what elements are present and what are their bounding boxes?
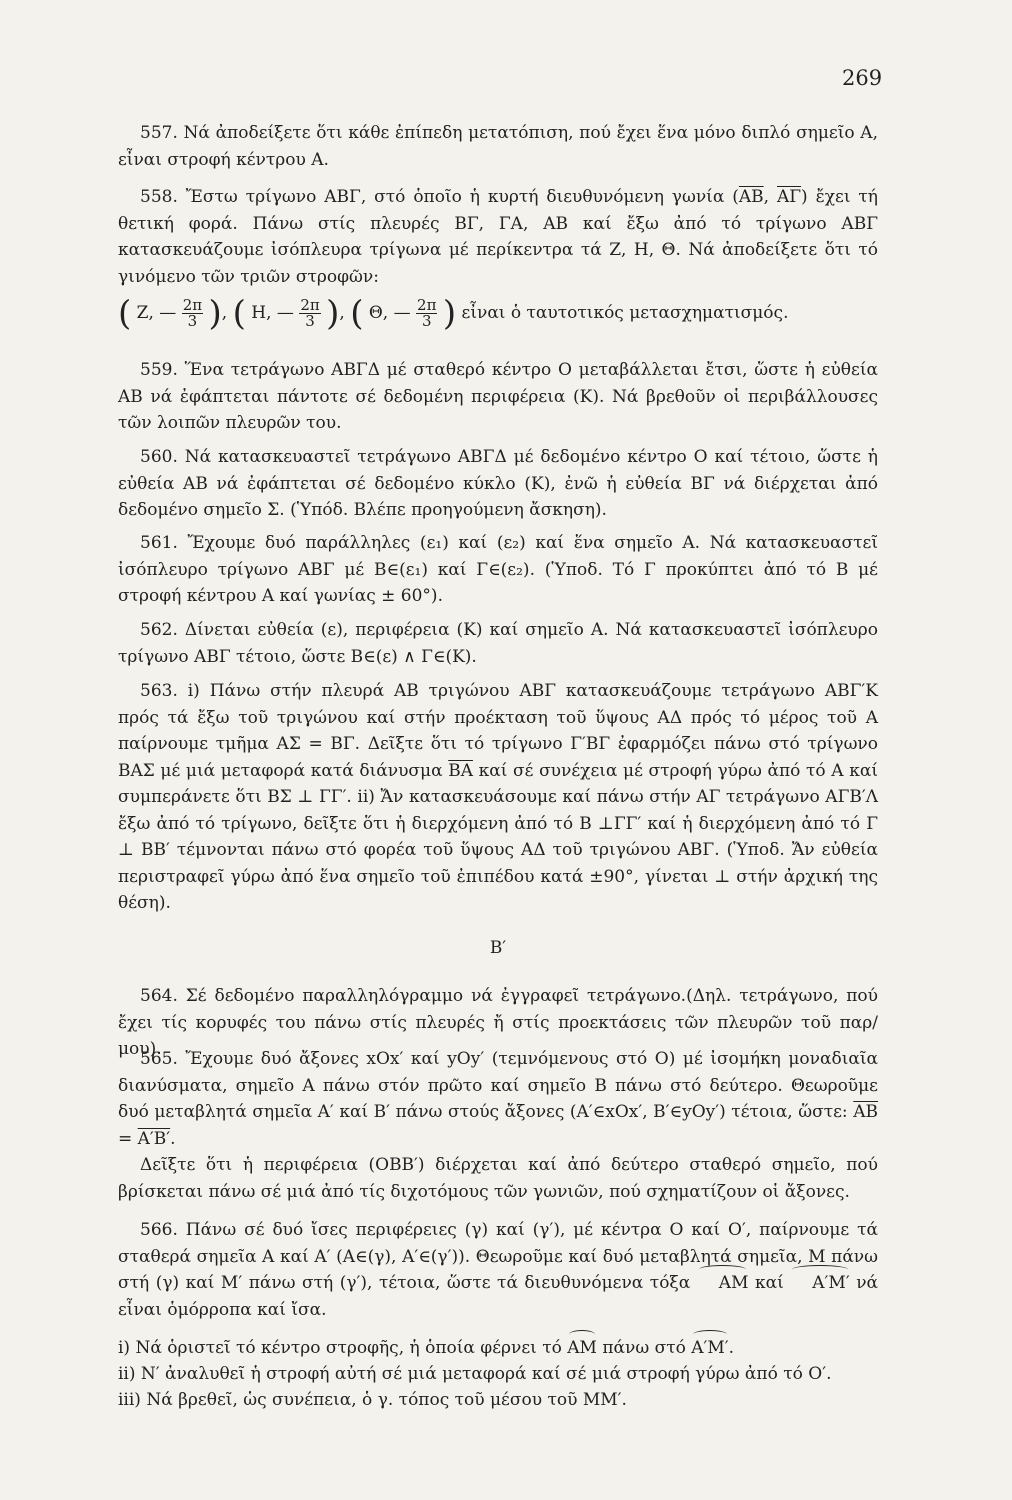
exercise-563 bbox=[118, 678, 878, 917]
vector-a1b1-eq: Α′Β′ bbox=[137, 1128, 171, 1149]
paren-open: ( bbox=[350, 293, 364, 334]
formula-z: Ζ, — bbox=[136, 303, 177, 323]
vector-ab: $\overline{AB}$ bbox=[738, 187, 764, 207]
section-heading: Β′ bbox=[489, 938, 507, 958]
paren-close: ) bbox=[208, 293, 222, 334]
arc-a1m1: Α′Μ′ bbox=[790, 1270, 849, 1297]
paren-close: ) bbox=[442, 293, 457, 334]
page-number: 269 bbox=[842, 66, 883, 90]
paren-close: ) bbox=[326, 293, 340, 334]
formula-th: Θ, — bbox=[368, 303, 411, 323]
paren-open: ( bbox=[118, 293, 132, 334]
exercise-565 bbox=[118, 1046, 878, 1152]
and: καί bbox=[748, 1273, 791, 1293]
vector-ag: $\overline{A\Gamma}$ bbox=[776, 187, 802, 207]
subitem-i-end: . bbox=[728, 1338, 735, 1358]
separator: , bbox=[763, 187, 777, 207]
arc-am-i: ΑΜ bbox=[567, 1335, 597, 1361]
exercise-566-text-b: νά εἶναι ὁμόρροπα καί ἴσα. bbox=[118, 1273, 879, 1320]
arc-am: ΑΜ bbox=[697, 1270, 749, 1297]
subitem-iii: iii) Νά βρεθεῖ, ὡς συνέπεια, ὁ γ. τόπος τοῦ μέσου τοῦ ΜΜ′. bbox=[118, 1390, 627, 1410]
subitem-i-text: i) Νά ὁριστεῖ τό κέντρο στροφῆς, ἡ ὁποία φέρνει τό bbox=[118, 1338, 568, 1358]
fraction-3: $\frac{2\pi}{3}$ bbox=[417, 296, 437, 330]
exercise-557: 557. Νά ἀποδείξετε ὅτι κάθε ἐπίπεδη μετατόπιση, πού ἔχει ἕνα μόνο διπλό σημεῖο Α, εἶναι στροφή κέντρου Α. bbox=[118, 123, 878, 170]
exercise-565-text-a: 565. Ἔχουμε δυό ἄξονες xOx′ καί yOy′ (τεμνόμενους στό Ο) μέ ἰσομήκη μοναδιαῖα διανύσματα, σημεῖο Α πάνω στόν πρῶτο καί σημεῖο Β πάνω στό δεύτερο. Θεωροῦμε δυό μεταβλητά σημεῖα Α′ καί Β′ πάνω στούς ἄξονες (Α′∈xOx′, Β′∈yOy′) τέτοια, ὥστε: bbox=[118, 1049, 878, 1122]
formula-h: Η, — bbox=[251, 303, 294, 323]
exercise-558-text-b: ) ἔχει τή θετική φορά. Πάνω στίς πλευρές ΒΓ, ΓΑ, ΑΒ καί ἔξω ἀπό τό τρίγωνο ΑΒΓ κατασκευάζουμε ἰσόπλευρα τρίγωνα μέ περίκεντρα τά Ζ, Η, Θ. Νά ἀποδείξετε ὅτι τό γινόμενο τῶν τριῶν στροφῶν: bbox=[118, 187, 878, 287]
exercise-566 bbox=[118, 1217, 878, 1323]
subitem-i bbox=[118, 1335, 734, 1361]
exercise-565-part-b: Δεῖξτε ὅτι ἡ περιφέρεια (ΟΒΒ′) διέρχεται καί ἀπό δεύτερο σταθερό σημεῖο, πού βρίσκεται πάνω σέ μιά ἀπό τίς διχοτόμους τῶν γωνιῶν, πού σχηματίζουν οἱ ἄξονες. bbox=[118, 1155, 878, 1202]
paren-open: ( bbox=[232, 293, 246, 334]
arc-a1m1-i: Α′Μ′ bbox=[691, 1335, 728, 1361]
subitem-ii: ii) Ν′ ἀναλυθεῖ ἡ στροφή αὐτή σέ μιά μεταφορά καί σέ μιά στροφή γύρω ἀπό τό Ο′. bbox=[118, 1364, 832, 1384]
equals: = bbox=[118, 1128, 138, 1149]
exercise-566-text-a: 566. Πάνω σέ δυό ἴσες περιφέρειες (γ) καί (γ′), μέ κέντρα Ο καί Ο′, παίρνουμε τά σταθερά σημεῖα Α καί Α′ (Α∈(γ), Α′∈(γ′)). Θεωροῦμε καί δυό μεταβλητά σημεῖα, Μ πάνω στή (γ) καί Μ′ πάνω στή (γ′), τέτοια, ὥστε τά διευθυνόμενα τόξα bbox=[118, 1220, 878, 1293]
exercise-559: 559. Ἕνα τετράγωνο ΑΒΓΔ μέ σταθερό κέντρο Ο μεταβάλλεται ἔτσι, ὥστε ἡ εὐθεία ΑΒ νά ἐφάπτεται πάντοτε σέ δεδομένη περιφέρεια (Κ). Νά βρεθοῦν οἱ περιβάλλουσες τῶν λοιπῶν πλευρῶν του. bbox=[118, 360, 878, 433]
fraction-1: $\frac{2\pi}{3}$ bbox=[182, 296, 203, 330]
exercise-563-text-b: καί σέ συνέχεια μέ στροφή γύρω ἀπό τό Α καί συμπεράνετε ὅτι ΒΣ ⊥ ΓΓ′. ii) Ἄν κατασκευάσουμε καί πάνω στήν ΑΓ τετράγωνο ΑΓΒ′Λ ἔξω ἀπό τό τρίγωνο, δεῖξτε ὅτι ἡ διερχόμενη ἀπό τό Β ⊥ΓΓ′ καί ἡ διερχόμενη ἀπό τό Γ ⊥ ΒΒ′ τέμνονται πάνω στό φορέα τοῦ ὕψους ΑΔ τοῦ τριγώνου ΑΒΓ. (Ὑποδ. Ἄν εὐθεία περιστραφεῖ γύρω ἀπό ἕνα σημεῖο τοῦ ἐπιπέδου κατά ±90°, γίνεται ⊥ στήν ἀρχική της θέση). bbox=[118, 760, 878, 913]
exercise-562: 562. Δίνεται εὐθεία (ε), περιφέρεια (Κ) καί σημεῖο Α. Νά κατασκευαστεῖ ἰσόπλευρο τρίγωνο ΑΒΓ τέτοιο, ὥστε Β∈(ε) ∧ Γ∈(Κ). bbox=[118, 620, 878, 667]
exercise-558 bbox=[118, 184, 878, 290]
vector-ba: $\overline{BA}$ bbox=[448, 760, 473, 781]
exercise-560: 560. Νά κατασκευαστεῖ τετράγωνο ΑΒΓΔ μέ δεδομένο κέντρο Ο καί τέτοιο, ὥστε ἡ εὐθεία ΑΒ νά ἐφάπτεται σέ δεδομένο κύκλο (Κ), ἐνῶ ἡ εὐθεία ΒΓ νά διέρχεται ἀπό δεδομένο σημεῖο Σ. (Ὑπόδ. Βλέπε προηγούμενη ἄσκηση). bbox=[118, 447, 878, 520]
exercise-563-text-a: 563. i) Πάνω στήν πλευρά ΑΒ τριγώνου ΑΒΓ κατασκευάζουμε τετράγωνο ΑΒΓ′Κ πρός τά ἔξω τοῦ τριγώνου καί στήν προέκταση τοῦ ὕψους ΑΔ πρός τό μέρος τοῦ Α παίρνουμε τμῆμα ΑΣ = ΒΓ. Δεῖξτε ὅτι τό τρίγωνο Γ′ΒΓ ἐφαρμόζει πάνω στό τρίγωνο ΒΑΣ μέ μιά μεταφορά κατά διάνυσμα bbox=[118, 681, 878, 781]
vector-ab-eq: $\overline{AB}$ bbox=[853, 1102, 879, 1122]
fraction-2: $\frac{2\pi}{3}$ bbox=[300, 296, 320, 330]
subitem-i-mid: πάνω στό bbox=[596, 1338, 692, 1358]
rotation-formula: ( Ζ, — $\frac{2\pi}{3}$ ), ( Η, — $\frac{2\pi}{3}$ ), ( Θ, — $\frac{2\pi}{3}$ ) εἶναι ὁ ταυτοτικός μετασχηματισμός. bbox=[118, 293, 789, 334]
period: . bbox=[170, 1128, 176, 1149]
exercise-558-text-a: 558. Ἔστω τρίγωνο ΑΒΓ, στό ὁποῖο ἡ κυρτή διευθυνόμενη γωνία ( bbox=[140, 187, 739, 207]
formula-tail: εἶναι ὁ ταυτοτικός μετασχηματισμός. bbox=[461, 303, 789, 323]
exercise-561: 561. Ἔχουμε δυό παράλληλες (ε₁) καί (ε₂) καί ἕνα σημεῖο Α. Νά κατασκευαστεῖ ἰσόπλευρο τρίγωνο ΑΒΓ μέ Β∈(ε₁) καί Γ∈(ε₂). (Ὑποδ. Τό Γ προκύπτει ἀπό τό Β μέ στροφή κέντρου Α καί γωνίας ± 60°). bbox=[118, 533, 878, 606]
exercise-564: 564. Σέ δεδομένο παραλληλόγραμμο νά ἐγγραφεῖ τετράγωνο.(Δηλ. τετράγωνο, πού ἔχει τίς κορυφές του πάνω στίς πλευρές ἤ στίς προεκτάσεις τῶν πλευρῶν τοῦ παρ/μου). bbox=[118, 986, 878, 1059]
